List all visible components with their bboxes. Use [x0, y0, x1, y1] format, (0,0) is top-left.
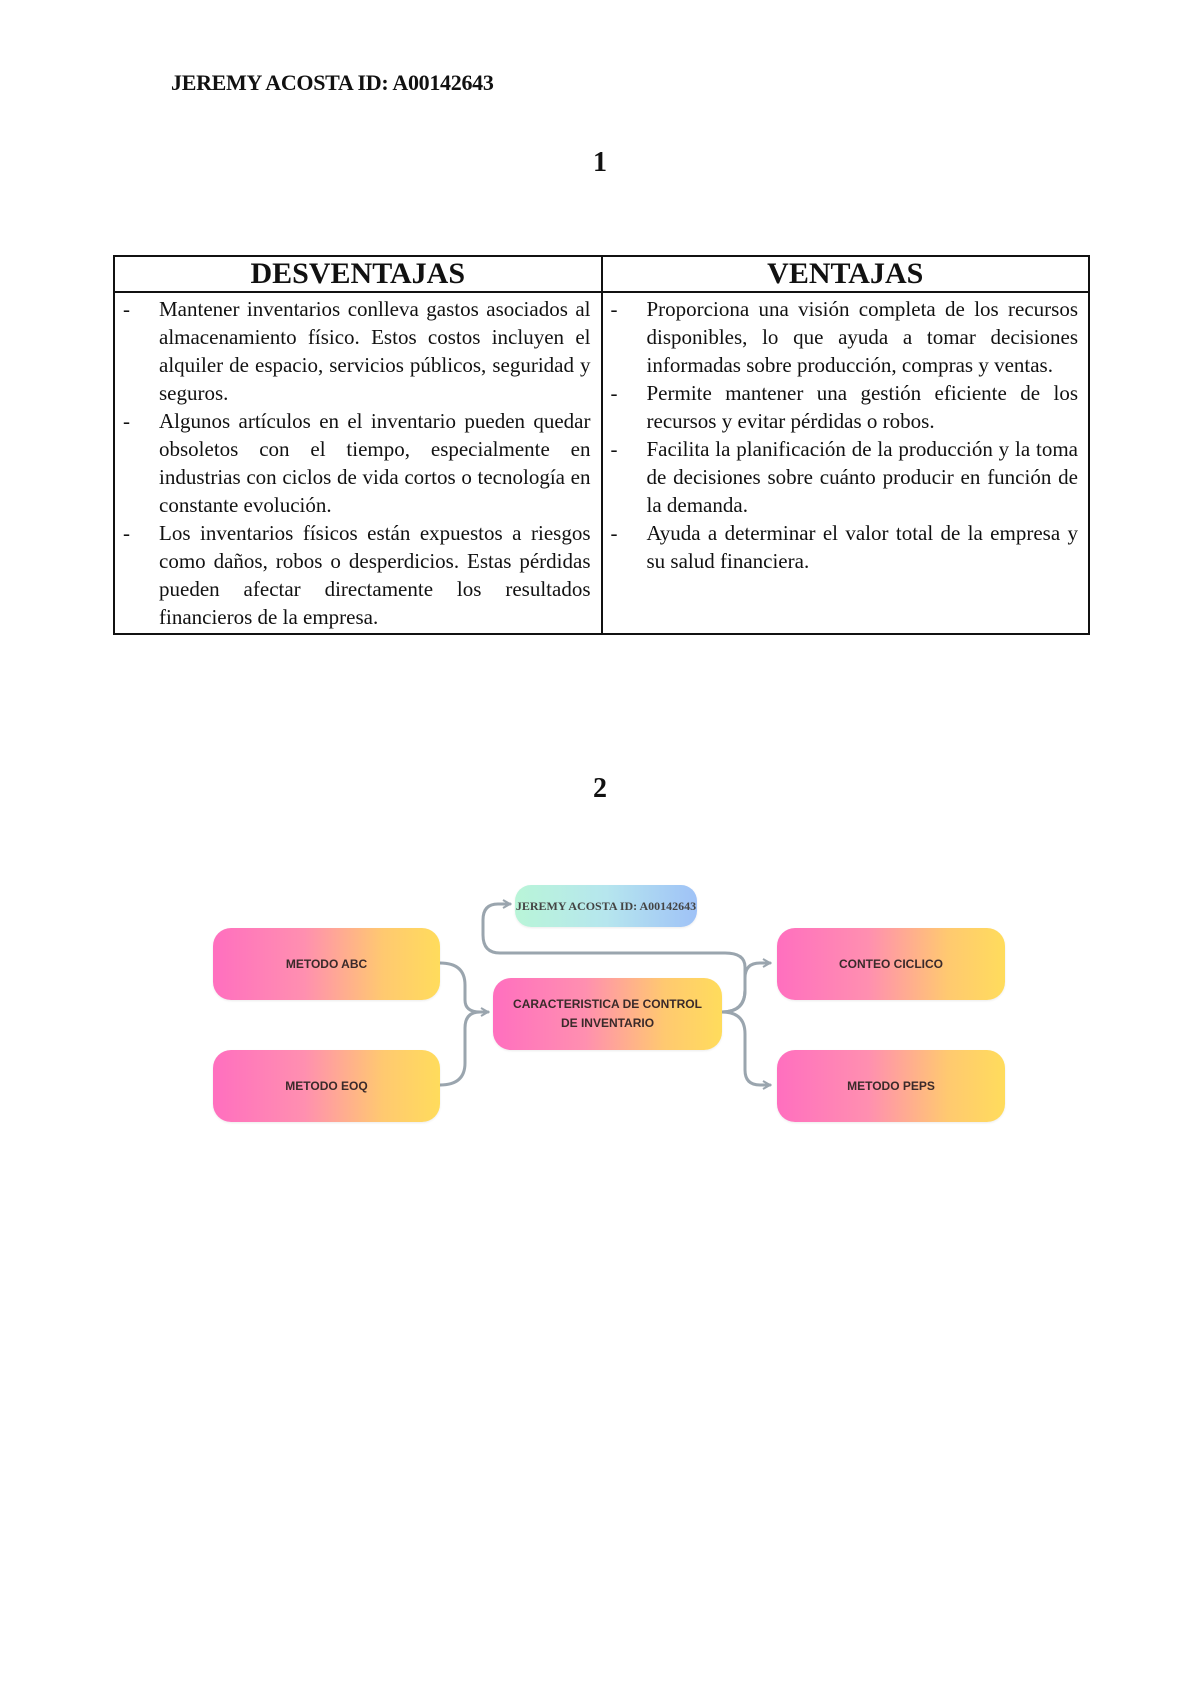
connector-conteo — [722, 963, 770, 1012]
header-desventajas: DESVENTAJAS — [114, 256, 602, 292]
ventaja-item: - Ayuda a determinar el valor total de la empresa y su salud financiera. — [611, 519, 1079, 575]
node-metodo-abc: METODO ABC — [213, 928, 440, 1000]
diagram-id-node: JEREMY ACOSTA ID: A00142643 — [515, 885, 697, 927]
ventaja-item: - Facilita la planificación de la producción y la toma de decisiones sobre cuánto producir en función de la demanda. — [611, 435, 1079, 519]
connector-eoq — [440, 1012, 480, 1085]
ventaja-item: - Permite mantener una gestión eficiente de los recursos y evitar pérdidas o robos. — [611, 379, 1079, 435]
document-header: JEREMY ACOSTA ID: A00142643 — [171, 70, 494, 95]
node-metodo-eoq: METODO EOQ — [213, 1050, 440, 1122]
connector-abc — [440, 963, 488, 1012]
desventaja-item: - Mantener inventarios conlleva gastos asociados al almacenamiento físico. Estos costos incluyen el alquiler de espacio, servicios públicos, seguridad y seguros. — [123, 295, 591, 407]
section-number-2: 2 — [593, 773, 607, 804]
ventajas-cell — [602, 292, 1090, 634]
desventaja-item: - Los inventarios físicos están expuestos a riesgos como daños, robos o desperdicios. Estas pérdidas pueden afectar directamente los resultados financieros de la empresa. — [123, 519, 591, 631]
connector-peps — [722, 1012, 770, 1085]
comparison-table — [113, 255, 1090, 635]
header-ventajas: VENTAJAS — [602, 256, 1090, 292]
desventajas-cell — [114, 292, 602, 634]
section-number-1: 1 — [593, 147, 607, 178]
node-conteo-ciclico: CONTEO CICLICO — [777, 928, 1005, 1000]
ventajas-list — [611, 295, 1079, 575]
node-metodo-peps: METODO PEPS — [777, 1050, 1005, 1122]
node-center: CARACTERISTICA DE CONTROL DE INVENTARIO — [493, 978, 722, 1050]
desventajas-list — [123, 295, 591, 631]
ventaja-item: - Proporciona una visión completa de los recursos disponibles, lo que ayuda a tomar decisiones informadas sobre producción, compras y ventas. — [611, 295, 1079, 379]
desventaja-item: - Algunos artículos en el inventario pueden quedar obsoletos con el tiempo, especialmente en industrias con ciclos de vida cortos o tecnología en constante evolución. — [123, 407, 591, 519]
